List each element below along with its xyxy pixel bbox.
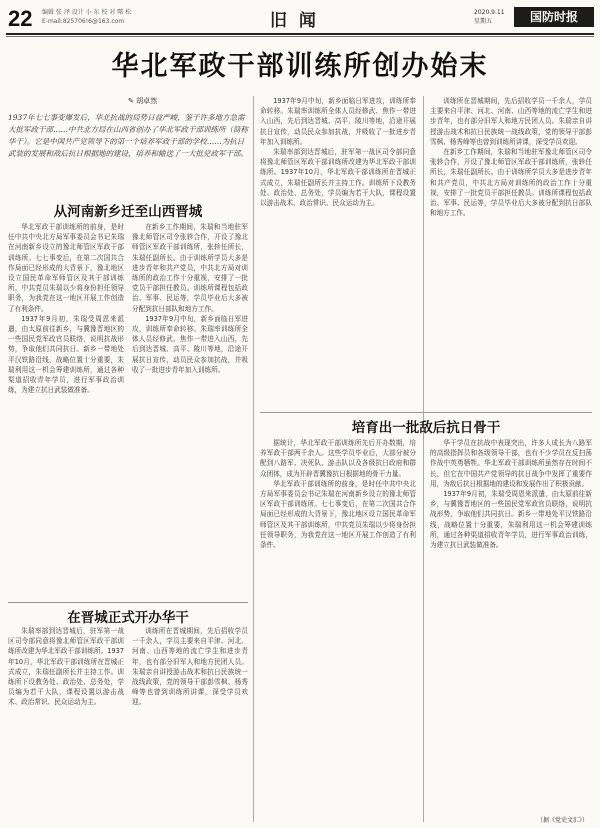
paragraph: 1937年9月中旬，新乡面临日军进攻，训练所奉命转移。朱瑞率训练所全体人员经修武、焦作一带进入山西，先后到达晋城、高平、陵川等地，沿途开展抗日宣传，动员民众参加抗战，并吸收了一批进步青年加入训练所。 [260, 97, 416, 146]
column-8 [430, 438, 592, 810]
column-2 [132, 222, 248, 600]
paragraph: 在新乡工作期间，朱瑞和当地驻军豫北师管区司令张轸合作，开设了豫北师管区军政干部训练所，张轸任所长，朱瑞任副所长。由于训练所学员大多是进步青年和共产党员，中共北方局对训练所的政治工作十分重视，安排了一批党员干部担任教员。训练所课程包括政治、军事、民运等，学员毕业后大多被分配到抗日部队和地方工作。 [430, 148, 592, 218]
paragraph: 据统计，华北军政干部训练所先后开办数期，培养军政干部两千余人。这些学员毕业后，大部分被分配到八路军、决死队、游击队以及各级抗日政府和群众团体，成为开辟晋冀豫抗日根据地的骨干力量。 [260, 439, 416, 478]
paragraph: 1937年9月初，朱瑞受周恩来派遣，由太原前往新乡，与冀豫晋地区的一些国民党军政官员联络，说明抗战形势，争取他们共同抗日。新乡一带地处平汉铁路沿线，战略位置十分重要，朱瑞利用这一机会筹建训练所，通过各种渠道招收青年学员，进行军事政治训练，为建立抗日武装做准备。 [8, 314, 124, 395]
column-rule [423, 96, 424, 822]
author-name: 胡卓然 [136, 97, 158, 105]
header-rule-thin [6, 36, 594, 37]
column-4 [132, 626, 248, 822]
paragraph: 华北军政干部训练所的前身，是时任中共中央北方局军事委员会书记朱瑞在河南新乡设立的豫北师管区军政干部训练所。七七事变后，在第二次国共合作局面已经形成的大背景下，豫北地区设立国民革命军师管区及其干部训练所，中共党员朱瑞以少将身份担任领导职务，为我党在这一地区开展工作创造了有利条件。 [260, 479, 416, 550]
paragraph: 训练所在晋城期间，先后招收学员一千余人，学员主要来自平津、河北、河南、山西等地的流亡学生和进步青年，也有部分旧军人和地方民团人员。朱瑞亲自讲授游击战术和抗日民族统一战线政策，党的领导干部彭雪枫、杨秀峰等也曾到训练所讲课，深受学员欢迎。 [132, 627, 248, 707]
column-5 [260, 96, 416, 406]
email-line: E-mail:825706!6@163.com [42, 18, 125, 25]
header-rule [6, 33, 594, 35]
article-lead: 1937年七七事变爆发后，华北抗战的局势日益严峻，鉴于许多地方急需大批军政干部……中共北方局在山西省创办了华北军政干部训练所（简称华干）。它是中国共产党领导下的第一个培养军政干部的学校……为抗日武装的发展和敌后抗日根据地的建设，培养和输送了一大批党政军干部。 [8, 113, 248, 158]
column-7 [260, 438, 416, 814]
section-name: 旧 闻 [270, 11, 319, 31]
article-title: 华北军政干部训练所创办始末 [111, 51, 489, 82]
paragraph: 华干学员在抗战中表现突出，许多人成长为八路军的高级指挥员和各级领导干部，也有不少学员在反扫荡作战中英勇牺牲。华北军政干部训练所虽然存在时间不长，但它在中国共产党领导的抗日战争中发挥了重要作用，为敌后抗日根据地的建设和发展作出了积极贡献。 [430, 439, 592, 488]
page-header [0, 0, 600, 36]
column-3 [8, 626, 124, 822]
section-heading-1: 从河南新乡迁至山西晋城 [53, 204, 203, 220]
editor-info [42, 8, 131, 26]
section-heading-3: 培育出一批敌后抗日骨干 [351, 420, 501, 436]
page-number: 22 [8, 6, 33, 31]
editors-line: 编辑 张 泽 设计 小 东 校 对 曙 松 [42, 9, 132, 16]
pen-icon: ✎ [128, 97, 137, 105]
paragraph: 在新乡工作期间，朱瑞和当地驻军豫北师管区司令张轸合作，开设了豫北师管区军政干部训练所，张轸任所长，朱瑞任副所长。由于训练所学员大多是进步青年和共产党员，中共北方局对训练所的政治工作十分重视，安排了一批党员干部担任教员。训练所课程包括政治、军事、民运等，学员毕业后大多被分配到抗日部队和地方工作。 [132, 223, 248, 313]
paragraph: 朱瑞率部到达晋城后，驻军第一战区司令部同意将豫北师管区军政干部训练所改建为华北军政干部训练所。1937年10月，华北军政干部训练所在晋城正式成立，朱瑞任副所长并主持工作。训练所下设教务处、政治处、总务处，学员编为若干大队，课程设置以游击战术、政治常识、民众运动为主。 [8, 627, 124, 707]
date-block [474, 8, 505, 26]
column-rule [253, 96, 254, 822]
masthead-logo: 国防时报 [514, 7, 594, 27]
section-heading-2: 在晋城正式开办华干 [67, 610, 189, 626]
section-divider [260, 412, 592, 413]
weekday: 星期五 [474, 18, 493, 25]
column-1 [8, 222, 124, 600]
paragraph: 1937年9月中旬，新乡面临日军进攻，训练所奉命转移。朱瑞率训练所全体人员经修武、焦作一带进入山西，先后到达晋城、高平、陵川等地，沿途开展抗日宣传，动员民众参加抗战，并吸收了一批进步青年加入训练所。 [132, 314, 248, 374]
paragraph: 1937年9月初，朱瑞受周恩来派遣，由太原前往新乡，与冀豫晋地区的一些国民党军政官员联络，说明抗战形势，争取他们共同抗日。新乡一带地处平汉铁路沿线，战略位置十分重要，朱瑞利用这一机会筹建训练所，通过各种渠道招收青年学员，进行军事政治训练，为建立抗日武装做准备。 [430, 490, 592, 550]
source-note: （据《党史文汇》） [537, 817, 589, 824]
paragraph: 华北军政干部训练所的前身，是时任中共中央北方局军事委员会书记朱瑞在河南新乡设立的豫北师管区军政干部训练所。七七事变后，在第二次国共合作局面已经形成的大背景下，豫北地区设立国民革命军师管区及其干部训练所，中共党员朱瑞以少将身份担任领导职务，为我党在这一地区开展工作创造了有利条件。 [8, 223, 124, 313]
column-6 [430, 96, 592, 406]
date: 2020.9.11 [474, 9, 505, 16]
paragraph: 训练所在晋城期间，先后招收学员一千余人，学员主要来自平津、河北、河南、山西等地的流亡学生和进步青年，也有部分旧军人和地方民团人员。朱瑞亲自讲授游击战术和抗日民族统一战线政策，党的领导干部彭雪枫、杨秀峰等也曾到训练所讲课，深受学员欢迎。 [430, 97, 592, 146]
paragraph: 朱瑞率部到达晋城后，驻军第一战区司令部同意将豫北师管区军政干部训练所改建为华北军政干部训练所。1937年10月，华北军政干部训练所在晋城正式成立，朱瑞任副所长并主持工作。训练所下设教务处、政治处、总务处，学员编为若干大队，课程设置以游击战术、政治常识、民众运动为主。 [260, 148, 416, 208]
section-divider [8, 602, 248, 603]
article-author [128, 96, 157, 106]
